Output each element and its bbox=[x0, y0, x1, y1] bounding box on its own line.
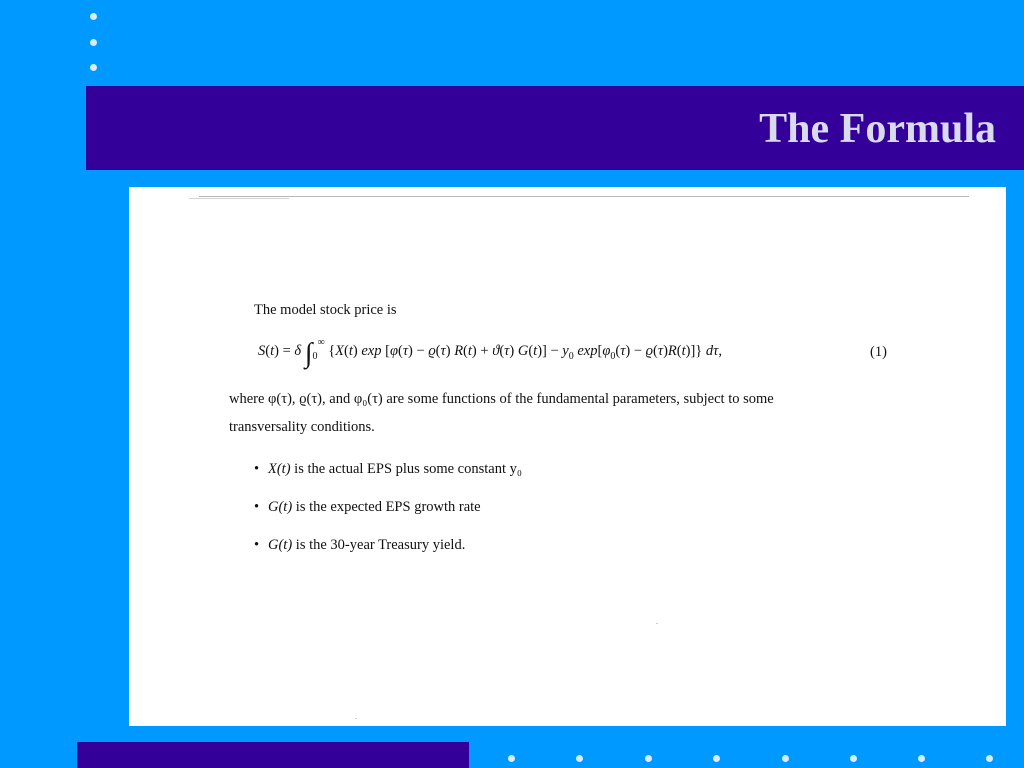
decor-dot bbox=[782, 755, 789, 762]
title-band bbox=[86, 86, 1024, 170]
decor-dot bbox=[986, 755, 993, 762]
decor-dot bbox=[645, 755, 652, 762]
decor-dot bbox=[713, 755, 720, 762]
scan-artifact bbox=[199, 196, 969, 197]
decor-dot bbox=[90, 13, 97, 20]
bullet-text: is the expected EPS growth rate bbox=[292, 499, 481, 515]
scanned-page bbox=[129, 187, 1006, 726]
decor-dot bbox=[90, 64, 97, 71]
decor-dot bbox=[90, 39, 97, 46]
bullet-item bbox=[254, 537, 465, 554]
bullet-item bbox=[254, 499, 481, 516]
bullet-text: is the actual EPS plus some constant y₀ bbox=[290, 461, 522, 477]
bullet-symbol: G(t) bbox=[268, 537, 293, 553]
bullet-symbol: G(t) bbox=[268, 499, 293, 515]
bullet-text: is the 30-year Treasury yield. bbox=[292, 537, 466, 553]
where-line-2: transversality conditions. bbox=[229, 419, 375, 435]
footer-band bbox=[77, 742, 469, 768]
bullet-dot-icon: • bbox=[254, 499, 260, 515]
scan-speck bbox=[355, 718, 357, 719]
bullet-item bbox=[254, 461, 522, 478]
equation: S(t) = δ $\int_0^\infty$ {X(t) exp [φ(τ) − ϱ(τ) R(t) + ϑ(τ) $G(t)] - y_0$ $\exp[\varphi_0(\tau) - ϱ(\tau)R(t)]$} dτ, bbox=[258, 337, 722, 369]
where-line-1: where φ(τ), ϱ(τ), and φ₀(τ) are some functions of the fundamental parameters, subject to some bbox=[229, 391, 774, 407]
decor-dot bbox=[850, 755, 857, 762]
intro-text: The model stock price is bbox=[254, 302, 397, 318]
decor-dot bbox=[576, 755, 583, 762]
decor-dot bbox=[508, 755, 515, 762]
bullet-dot-icon: • bbox=[254, 461, 260, 477]
equation-number: (1) bbox=[870, 344, 887, 360]
bullet-symbol: X(t) bbox=[268, 461, 291, 477]
bullet-dot-icon: • bbox=[254, 537, 260, 553]
scan-speck bbox=[656, 623, 658, 624]
slide-title: The Formula bbox=[759, 106, 996, 152]
scan-artifact bbox=[189, 198, 289, 199]
decor-dot bbox=[918, 755, 925, 762]
